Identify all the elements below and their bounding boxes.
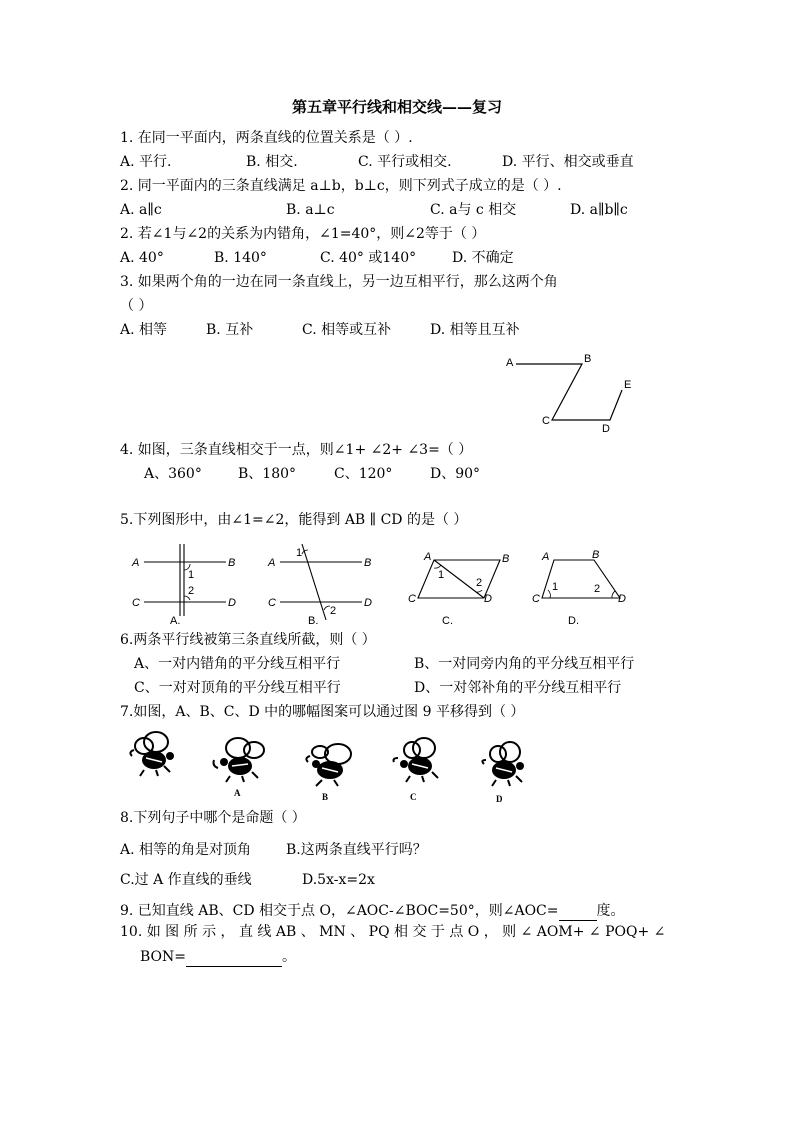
q5a-label-d: D bbox=[228, 597, 236, 609]
bee-caption-b: B bbox=[322, 792, 329, 802]
q5d-label-a: A bbox=[542, 551, 550, 563]
q1-stem: 1. 在同一平面内，两条直线的位置关系是（ ）. bbox=[120, 130, 413, 146]
q4-option-b: B、180° bbox=[238, 466, 297, 482]
q5b-label-a: A bbox=[268, 557, 276, 569]
q1-option-c: C. 平行或相交. bbox=[358, 154, 452, 170]
q3-option-c: C. 相等或互补 bbox=[302, 322, 392, 338]
bee-d-icon bbox=[476, 736, 536, 788]
q5-figure-c bbox=[404, 540, 524, 630]
q6-option-b: B、一对同旁内角的平分线互相平行 bbox=[414, 656, 635, 672]
q5-caption-a: A. bbox=[170, 615, 181, 627]
q5d-label-b: B bbox=[592, 549, 600, 561]
q5c-label-d: D bbox=[484, 593, 492, 605]
q6-option-d: D、一对邻补角的平分线互相平行 bbox=[414, 680, 622, 696]
q1-option-b: B. 相交. bbox=[246, 154, 298, 170]
q5-caption-b: B. bbox=[308, 615, 319, 627]
q9-answer-blank[interactable] bbox=[559, 900, 597, 921]
q5-figure-a bbox=[130, 540, 240, 630]
q8-option-b: B.这两条直线平行吗？ bbox=[286, 842, 427, 858]
q5d-angle-1: 1 bbox=[552, 581, 559, 593]
q5b-label-d: D bbox=[364, 597, 372, 609]
q5a-label-c: C bbox=[132, 597, 140, 609]
figure-zigzag-parallel bbox=[500, 348, 650, 438]
q5-stem: 5.下列图形中，由∠1=∠2，能得到 AB ∥ CD 的是（ ） bbox=[120, 512, 468, 528]
q2b-option-d: D. 不确定 bbox=[452, 250, 514, 266]
q4-option-a: A、360° bbox=[144, 466, 202, 482]
fig4-label-d: D bbox=[602, 423, 610, 435]
bee-caption-d: D bbox=[496, 794, 503, 804]
q2b-option-a: A. 40° bbox=[120, 250, 164, 266]
q5-caption-d: D. bbox=[568, 615, 579, 627]
bee-a-icon bbox=[210, 732, 270, 784]
fig4-label-a: A bbox=[506, 357, 514, 369]
q5c-angle-1: 1 bbox=[438, 569, 445, 581]
q7-stem: 7.如图，A、B、C、D 中的哪幅图案可以通过图 9 平移得到（ ） bbox=[120, 704, 525, 720]
q5c-label-a: A bbox=[424, 551, 432, 563]
q5b-angle-2: 2 bbox=[330, 605, 337, 617]
q3-stem: 3. 如果两个角的一边在同一条直线上，另一边互相平行，那么这两个角 bbox=[120, 274, 558, 290]
q1-option-a: A. 平行. bbox=[120, 154, 172, 170]
q4-stem: 4. 如图，三条直线相交于一点，则∠1+ ∠2+ ∠3=（ ） bbox=[120, 442, 473, 458]
q2a-stem: 2. 同一平面内的三条直线满足 a⊥b，b⊥c，则下列式子成立的是（ ）. bbox=[120, 178, 562, 194]
q4-option-d: D、90° bbox=[430, 466, 481, 482]
bee-b-icon bbox=[302, 736, 362, 788]
q6-option-a: A、一对内错角的平分线互相平行 bbox=[134, 656, 341, 672]
q6-option-c: C、一对对顶角的平分线互相平行 bbox=[134, 680, 341, 696]
q5-figure-d bbox=[528, 540, 648, 630]
q8-option-c: C.过 A 作直线的垂线 bbox=[120, 872, 252, 888]
q10-answer-blank[interactable] bbox=[186, 946, 282, 967]
q9-stem: 9. 已知直线 AB、CD 相交于点 O，∠AOC-∠BOC=50°，则∠AOC= bbox=[120, 903, 559, 919]
q9-unit: 度。 bbox=[596, 903, 625, 919]
q5c-label-c: C bbox=[408, 593, 416, 605]
q5c-label-b: B bbox=[502, 553, 510, 565]
q5b-angle-1: 1 bbox=[296, 547, 303, 559]
fig4-label-b: B bbox=[584, 353, 592, 365]
q5-caption-c: C. bbox=[442, 615, 453, 627]
q5b-label-c: C bbox=[268, 597, 276, 609]
q6-stem: 6.两条平行线被第三条直线所截，则（ ） bbox=[120, 632, 376, 648]
q2b-option-c: C. 40° 或140° bbox=[320, 250, 417, 266]
q5c-angle-2: 2 bbox=[476, 577, 483, 589]
fig4-label-e: E bbox=[624, 379, 632, 391]
q10-end: 。 bbox=[282, 949, 297, 965]
q5d-angle-2: 2 bbox=[594, 583, 601, 595]
q5d-label-c: C bbox=[532, 593, 540, 605]
q2a-option-a: A. a∥c bbox=[120, 202, 162, 218]
page-title: 第五章平行线和相交线——复习 bbox=[291, 98, 502, 116]
q5a-angle-1: 1 bbox=[188, 569, 195, 581]
q2a-option-c: C. a与 c 相交 bbox=[430, 202, 517, 218]
q5a-angle-2: 2 bbox=[188, 585, 195, 597]
bee-original-icon bbox=[124, 726, 184, 778]
q3-option-a: A. 相等 bbox=[120, 322, 168, 338]
q5b-label-b: B bbox=[364, 557, 372, 569]
bee-caption-c: C bbox=[410, 792, 417, 802]
q8-stem: 8.下列句子中哪个是命题（ ） bbox=[120, 810, 306, 826]
q10-line2 bbox=[140, 946, 296, 967]
q5a-label-a: A bbox=[132, 557, 140, 569]
q5d-label-d: D bbox=[618, 593, 626, 605]
q2b-option-b: B. 140° bbox=[214, 250, 267, 266]
q3-option-b: B. 互补 bbox=[206, 322, 254, 338]
q8-option-d: D.5x-x=2x bbox=[302, 872, 375, 888]
q1-option-d: D. 平行、相交或垂直 bbox=[502, 154, 634, 170]
q3-stem-paren: （ ） bbox=[120, 298, 153, 314]
fig4-label-c: C bbox=[542, 415, 550, 427]
q8-option-a: A. 相等的角是对顶角 bbox=[120, 842, 252, 858]
q5a-label-b: B bbox=[228, 557, 236, 569]
bee-c-icon bbox=[390, 732, 450, 784]
q9-line bbox=[120, 900, 625, 921]
q5-figure-b bbox=[266, 540, 386, 630]
q10-stem: BON= bbox=[140, 949, 187, 965]
q10-line1: 10. 如 图 所 示 ， 直 线 AB 、 MN 、 PQ 相 交 于 点 O ， 则 ∠ AOM+ ∠ POQ+ ∠ bbox=[120, 924, 666, 940]
q2a-option-b: B. a⊥c bbox=[286, 202, 335, 218]
q2a-option-d: D. a∥b∥c bbox=[570, 202, 628, 218]
bee-caption-a: A bbox=[234, 788, 241, 798]
q3-option-d: D. 相等且互补 bbox=[430, 322, 520, 338]
q2b-stem: 2. 若∠1与∠2的关系为内错角，∠1=40°，则∠2等于（ ） bbox=[120, 226, 486, 242]
q4-option-c: C、120° bbox=[334, 466, 393, 482]
